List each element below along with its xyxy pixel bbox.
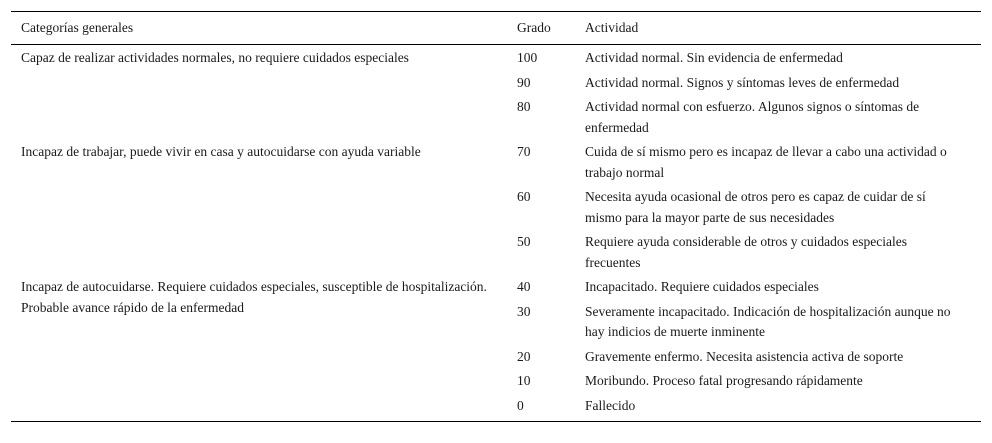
category-cell: Incapaz de autocuidarse. Requiere cuidados especiales, susceptible de hospitalización. Probable avance rápido de la enfermedad — [21, 279, 487, 315]
grade-cell: 30 — [517, 303, 531, 319]
grade-cell: 80 — [517, 99, 531, 114]
activity-cell: Moribundo. Proceso fatal progresando rápidamente — [585, 373, 863, 388]
activity-cell: Gravemente enfermo. Necesita asistencia activa de soporte — [585, 348, 904, 364]
grade-cell: 40 — [517, 279, 531, 294]
header-activity: Actividad — [575, 12, 981, 45]
grade-cell: 0 — [517, 397, 524, 413]
grade-cell: 70 — [517, 144, 531, 159]
category-cell: Capaz de realizar actividades normales, no requiere cuidados especiales — [21, 50, 409, 65]
grade-cell: 10 — [517, 373, 531, 388]
header-category: Categorías generales — [11, 12, 507, 45]
grade-cell: 90 — [517, 74, 531, 90]
activity-cell: Cuida de sí mismo pero es incapaz de llevar a cabo una actividad o trabajo normal — [585, 144, 947, 180]
table-body — [11, 45, 981, 422]
activity-cell: Actividad normal. Signos y síntomas leves de enfermedad — [585, 74, 900, 90]
activity-cell: Necesita ayuda ocasional de otros pero es capaz de cuidar de sí mismo para la mayor parte de sus necesidades — [585, 189, 926, 225]
karnofsky-table-container — [11, 11, 981, 422]
category-cell: Incapaz de trabajar, puede vivir en casa y autocuidarse con ayuda variable — [21, 144, 421, 159]
grade-cell: 50 — [517, 234, 531, 249]
activity-cell: Requiere ayuda considerable de otros y cuidados especiales frecuentes — [585, 234, 908, 270]
activity-cell: Actividad normal. Sin evidencia de enfermedad — [585, 50, 843, 65]
table-row — [11, 275, 981, 300]
grade-cell: 100 — [517, 50, 538, 65]
activity-cell: Actividad normal con esfuerzo. Algunos signos o síntomas de enfermedad — [585, 99, 920, 135]
grade-cell: 60 — [517, 189, 531, 204]
activity-cell: Fallecido — [585, 397, 636, 413]
table-row — [11, 140, 981, 185]
grade-cell: 20 — [517, 348, 531, 364]
karnofsky-table — [11, 12, 981, 421]
header-grade: Grado — [507, 12, 575, 45]
header-row — [11, 12, 981, 45]
activity-cell: Incapacitado. Requiere cuidados especiales — [585, 279, 819, 294]
table-row — [11, 45, 981, 71]
table-header — [11, 12, 981, 45]
activity-cell: Severamente incapacitado. Indicación de hospitalización aunque no hay indicios de muerte inminente — [585, 303, 951, 339]
